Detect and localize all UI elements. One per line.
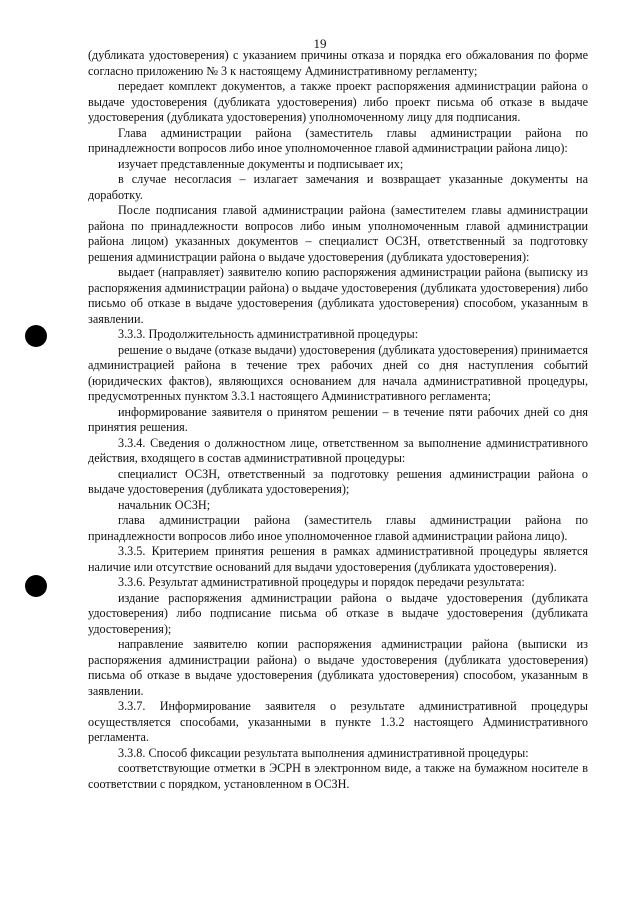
paragraph: информирование заявителя о принятом решении – в течение пяти рабочих дней со дня принятия решения. [88,404,588,434]
paragraph: 3.3.8. Способ фиксации результата выполнения административной процедуры: [118,745,529,760]
paragraph: начальник ОСЗН; [118,497,211,512]
document-body [88,48,588,792]
paragraph: издание распоряжения администрации района о выдаче удостоверения (дубликата удостоверения) либо подписание письма об отказе в выдаче удостоверения (дубликата удостоверения); [88,590,588,636]
paragraph: глава администрации района (заместитель главы администрации района по принадлежности вопросов либо иное уполномоченное главой администрации района лицо). [88,513,588,543]
paragraph: 3.3.5. Критерием принятия решения в рамках административной процедуры является наличие или отсутствие оснований для выдачи удостоверения (дубликата удостоверения). [88,544,588,574]
paragraph: Глава администрации района (заместитель главы администрации района по принадлежности вопросов либо иное уполномоченное главой администрации района лицо): [88,125,588,155]
paragraph: (дубликата удостоверения) с указанием причины отказа и порядка его обжалования по форме согласно приложению № 3 к настоящему Административному регламенту; [88,48,588,78]
paragraph: 3.3.3. Продолжительность административной процедуры: [118,327,419,341]
paragraph: изучает представленные документы и подписывает их; [118,156,404,171]
paragraph: 3.3.7. Информирование заявителя о результате административной процедуры осуществляется способами, указанными в пункте 1.3.2 настоящего Административного регламента. [88,699,588,744]
paragraph: специалист ОСЗН, ответственный за подготовку решения администрации района о выдаче удостоверения (дубликата удостоверения); [88,466,588,496]
paragraph: соответствующие отметки в ЭСРН в электронном виде, а также на бумажном носителе в соответствии с порядком, установленном в ОСЗН. [88,761,588,791]
paragraph: решение о выдаче (отказе выдачи) удостоверения (дубликата удостоверения) принимается администрацией района в течение трех рабочих дней со дня наступления событий (юридических фактов), являющихся основанием для начала административной процедуры, предусмотренных пунктом 3.3.1 настоящего Административного регламента; [88,342,588,403]
paragraph: После подписания главой администрации района (заместителем главы администрации района по принадлежности вопросов либо иным уполномоченным главой администрации района лицом) указанных документов – специалист ОСЗН, ответственный за подготовку решения администрации района о выдаче удостоверения (дубликата удостоверения): [88,203,588,264]
paragraph: в случае несогласия – излагает замечания и возвращает указанные документы на доработку. [88,172,588,202]
paragraph: 3.3.4. Сведения о должностном лице, ответственном за выполнение административного действия, входящего в состав административной процедуры: [88,435,588,465]
punch-hole-mark [25,575,47,597]
paragraph: передает комплект документов, а также проект распоряжения администрации района о выдаче удостоверения (дубликата удостоверения) либо проект письма об отказе в выдаче удостоверения (дубликата удостоверения) уполномоченному лицу для подписания. [88,79,588,124]
paragraph: выдает (направляет) заявителю копию распоряжения администрации района (выписку из распоряжения администрации района) о выдаче удостоверения (дубликата удостоверения) либо письмо об отказе в выдаче удостоверения (дубликата удостоверения) способом, указанным в заявлении. [88,265,588,326]
punch-hole-mark [25,325,47,347]
page-number: 19 [313,36,327,51]
paragraph: 3.3.6. Результат административной процедуры и порядок передачи результата: [118,575,525,589]
paragraph: направление заявителю копии распоряжения администрации района (выписки из распоряжения администрации района) о выдаче удостоверения (дубликата удостоверения) письма об отказе в выдаче удостоверения (дубликата удостоверения) способом, указанным в заявлении. [88,637,588,698]
